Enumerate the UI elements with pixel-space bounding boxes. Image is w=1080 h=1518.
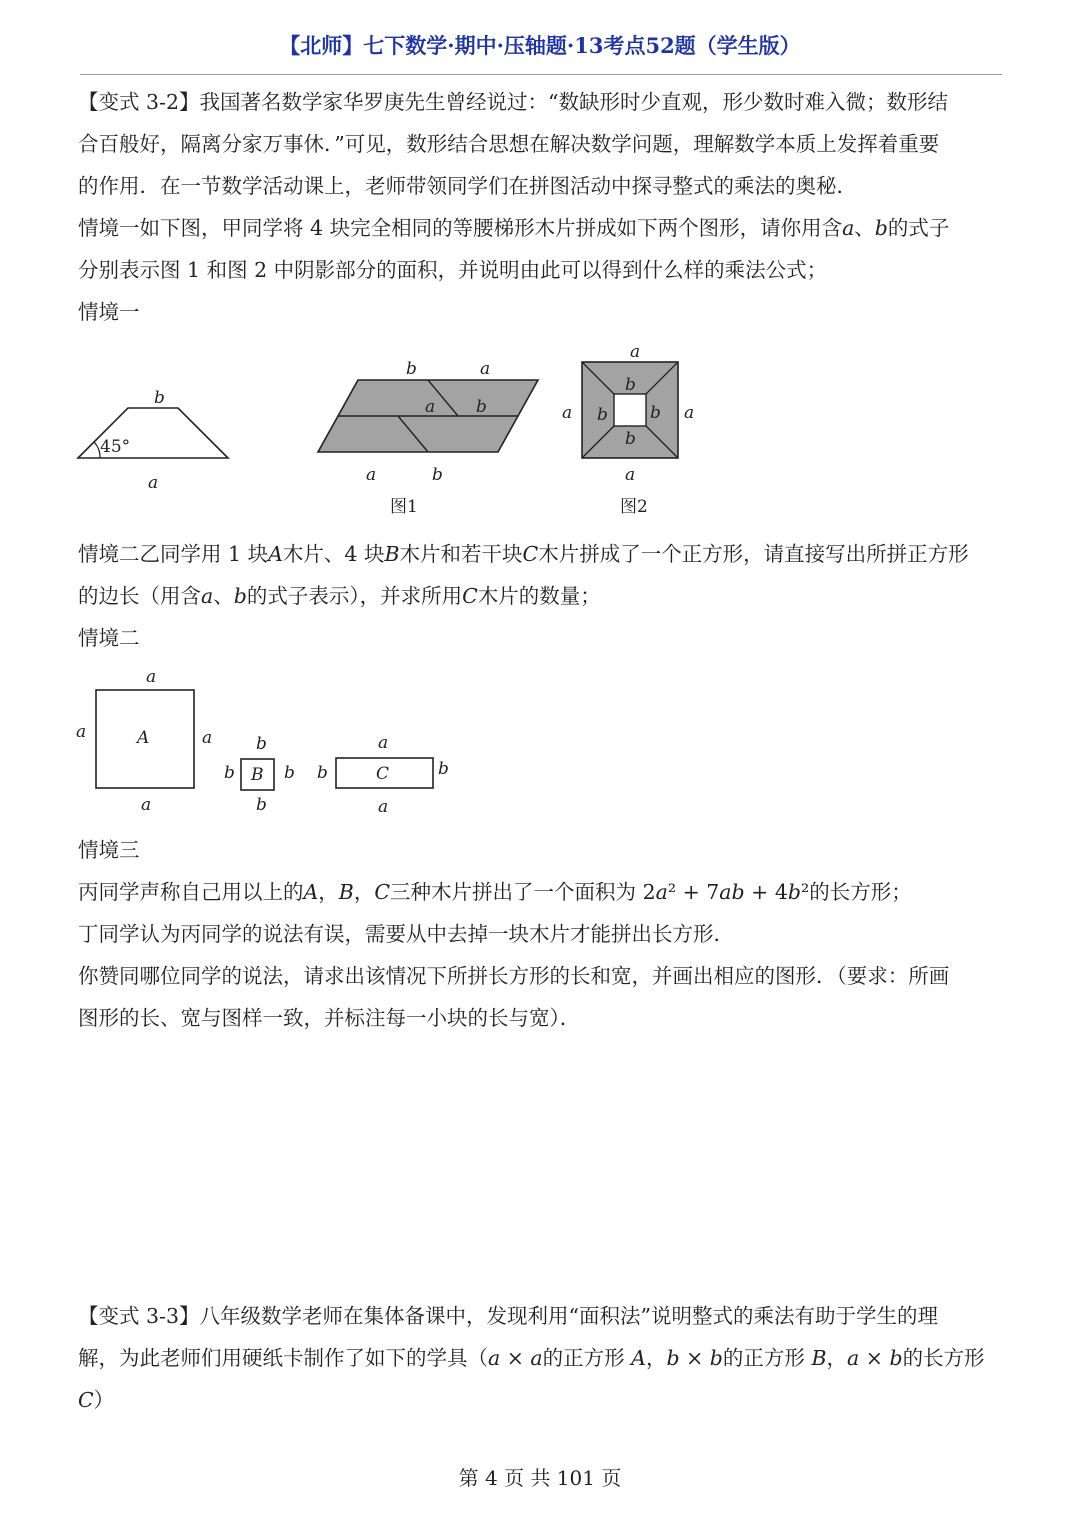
tile-B-name: B	[251, 765, 264, 785]
problem-3-2-line-5: 分别表示图 1 和图 2 中阴影部分的面积，并说明由此可以得到什么样的乘法公式；	[78, 258, 828, 282]
fig2-label-inner-right-b: b	[650, 403, 661, 423]
tile-A	[76, 667, 212, 815]
scene-2-heading: 情境二	[78, 626, 140, 650]
scene-2-tiles	[60, 660, 480, 830]
header-divider	[80, 74, 1002, 75]
page-number: 第 4 页 共 101 页	[458, 1466, 622, 1490]
scene-2-line-1: 情境二乙同学用 1 块𝐴木片、4 块𝐵木片和若干块𝐶木片拼成了一个正方形，请直接写出所拼正方形	[78, 542, 969, 566]
problem-3-2-line-2: 合百般好，隔离分家万事休．”可见，数形结合思想在解决数学问题，理解数学本质上发挥着重要	[78, 132, 940, 156]
tile-B	[224, 734, 295, 815]
trapezoid-angle-label: 45°	[100, 437, 131, 457]
problem-3-2-line-1: 【变式 3-2】我国著名数学家华罗庚先生曾经说过：“数缺形时少直观，形少数时难入微；数形结	[78, 90, 949, 114]
tile-A-left-label: a	[76, 722, 87, 742]
fig1-label-mid-b: b	[476, 397, 487, 417]
scene-3-line-4: 图形的长、宽与图样一致，并标注每一小块的长与宽）．	[78, 1006, 581, 1030]
tile-C-left-label: b	[317, 763, 328, 783]
trapezoid-top-label: b	[154, 388, 165, 408]
fig1-label-top-a: a	[480, 359, 491, 379]
tile-A-right-label: a	[202, 728, 213, 748]
problem-3-3-line-3: 𝐶）	[78, 1388, 115, 1412]
scene-2-line-2: 的边长（用含𝑎、𝑏的式子表示），并求所用𝐶木片的数量；	[78, 584, 601, 608]
fig1-label-mid-a: a	[425, 397, 436, 417]
fig1-label-top-b: b	[406, 359, 417, 379]
tile-C-bottom-label: a	[378, 797, 389, 817]
scene-1-heading: 情境一	[78, 300, 140, 324]
fig1-label-bottom-b: b	[432, 465, 443, 485]
scene-3-heading: 情境三	[78, 838, 140, 862]
fig2-label-inner-top-b: b	[625, 375, 636, 395]
tile-A-bottom-label: a	[141, 795, 152, 815]
tile-A-name: A	[137, 728, 150, 748]
fig2-label-top-a: a	[630, 342, 641, 362]
fig1-label-bottom-a: a	[366, 465, 377, 485]
tile-C	[317, 733, 449, 817]
figure-1	[318, 359, 538, 517]
fig2-label-right-a: a	[684, 403, 695, 423]
trapezoid-bottom-label: a	[148, 473, 159, 493]
scene-3-line-3: 你赞同哪位同学的说法，请求出该情况下所拼长方形的长和宽，并画出相应的图形．（要求：所画	[78, 964, 950, 988]
tile-C-top-label: a	[378, 733, 389, 753]
fig1-caption: 图1	[390, 497, 418, 517]
scene-3-line-1: 丙同学声称自己用以上的𝐴，𝐵，𝐶三种木片拼出了一个面积为 2𝑎² + 7𝑎𝑏 + 4𝑏²的长方形；	[78, 880, 912, 904]
fig2-label-left-a: a	[562, 403, 573, 423]
problem-3-2-line-4: 情境一如下图，甲同学将 4 块完全相同的等腰梯形木片拼成如下两个图形，请你用含𝑎、𝑏的式子	[78, 216, 950, 240]
problem-3-3-line-2: 解，为此老师们用硬纸卡制作了如下的学具（𝑎 × 𝑎的正方形 𝐴，𝑏 × 𝑏的正方形 𝐵，𝑎 × 𝑏的长方形	[78, 1346, 985, 1370]
tile-B-bottom-label: b	[256, 795, 267, 815]
tile-B-top-label: b	[256, 734, 267, 754]
scene-3-line-2: 丁同学认为丙同学的说法有误，需要从中去掉一块木片才能拼出长方形．	[78, 922, 734, 946]
page-header: 【北师】七下数学·期中·压轴题·13考点52题（学生版）	[279, 33, 801, 58]
tile-A-top-label: a	[146, 667, 157, 687]
trapezoid-figure	[78, 388, 228, 493]
tile-B-right-label: b	[284, 763, 295, 783]
tile-C-name: C	[376, 764, 390, 784]
figure-2	[562, 342, 694, 517]
problem-3-3-line-1: 【变式 3-3】八年级数学老师在集体备课中，发现利用“面积法”说明整式的乘法有助于学生的理	[78, 1304, 938, 1328]
tile-C-right-label: b	[438, 759, 449, 779]
tile-B-left-label: b	[224, 763, 235, 783]
scene-1-figures	[60, 340, 720, 530]
fig2-label-inner-left-b: b	[597, 405, 608, 425]
fig2-label-inner-bottom-b: b	[625, 429, 636, 449]
fig2-caption: 图2	[620, 497, 648, 517]
fig2-label-bottom-a: a	[625, 465, 636, 485]
problem-3-2-line-3: 的作用．在一节数学活动课上，老师带领同学们在拼图活动中探寻整式的乘法的奥秘．	[78, 174, 857, 198]
